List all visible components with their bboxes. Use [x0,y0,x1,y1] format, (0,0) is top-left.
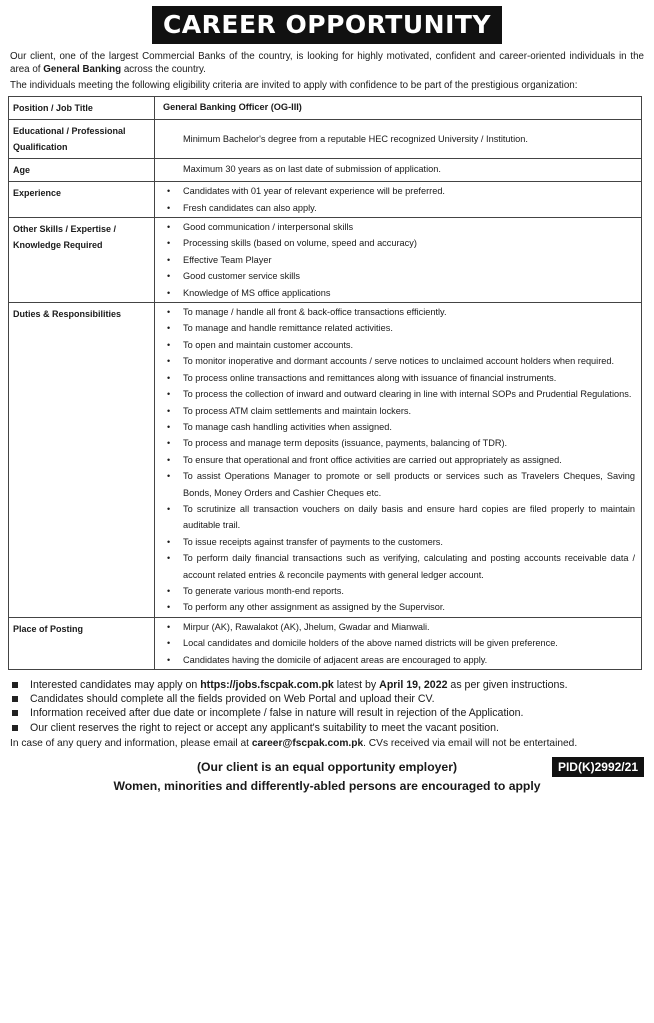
list-item: • To perform any other assignment as assigned by the Supervisor. [161,599,635,615]
square-bullet-icon [12,696,18,702]
footer [8,759,646,794]
duties-label: Duties & Responsibilities [9,303,155,618]
list-item: • To monitor inoperative and dormant accounts / serve notices to unclaimed account holders when required. [161,353,635,369]
square-bullet-icon [12,710,18,716]
list-item: • To perform daily financial transactions such as verifying, calculating and posting accounts receivable data / account related entries & reconcile payments with general ledger account. [161,550,635,583]
intro-paragraph-1: Our client, one of the largest Commercial Banks of the country, is looking for highly motivated, confident and career-oriented individuals in the area of General Banking across the country. [10,51,644,76]
career-email-link[interactable]: career@fscpak.com.pk [251,737,364,749]
list-item: • To manage cash handling activities when assigned. [161,419,635,435]
skills-list [161,219,635,301]
list-item: • To ensure that operational and front office activities are carried out appropriately as assigned. [161,452,635,468]
row-skills [9,218,642,303]
list-item: • To issue receipts against transfer of payments to the customers. [161,534,635,550]
list-item: • Candidates with 01 year of relevant experience will be preferred. [161,183,635,199]
position-value: General Banking Officer (OG-III) [163,102,302,113]
application-notes [8,678,646,735]
square-bullet-icon [12,682,18,688]
list-item: • To manage and handle remittance related activities. [161,320,635,336]
row-age [9,159,642,182]
contact-info: In case of any query and information, please email at career@fscpak.com.pk. CVs received via email will not be entertained. [10,737,578,749]
experience-label: Experience [9,182,155,218]
square-bullet-icon [12,725,18,731]
education-value: Minimum Bachelor's degree from a reputable HEC recognized University / Institution. [183,134,528,145]
note-complete-fields: Candidates should complete all the fields provided on Web Portal and upload their CV. [10,692,646,706]
list-item: • To assist Operations Manager to promote or sell products or services such as Travelers Cheques, Saving Bonds, Money Orders and Cashier Cheques etc. [161,468,635,501]
list-item: • Good customer service skills [161,268,635,284]
list-item: • Good communication / interpersonal skills [161,219,635,235]
list-item: • Candidates having the domicile of adjacent areas are encouraged to apply. [161,652,635,668]
list-item: • To scrutinize all transaction vouchers on daily basis and ensure hard copies are filed properly to maintain auditable trail. [161,501,635,534]
row-experience [9,182,642,218]
pid-badge: PID(K)2992/21 [552,757,644,777]
list-item: • Local candidates and domicile holders of the above named districts will be given preference. [161,635,635,651]
list-item: • To process the collection of inward and outward clearing in line with internal SOPs and Prudential Regulations. [161,386,635,402]
list-item: • Effective Team Player [161,252,635,268]
page-title: CAREER OPPORTUNITY [152,6,502,44]
skills-label: Other Skills / Expertise / Knowledge Required [9,218,155,303]
list-item: • To process and manage term deposits (issuance, payments, balancing of TDR). [161,435,635,451]
posting-list [161,619,635,668]
row-position [9,97,642,120]
list-item: • Processing skills (based on volume, speed and accuracy) [161,235,635,251]
intro-text [8,50,646,92]
age-value: Maximum 30 years as on last date of submission of application. [183,164,441,175]
row-posting [9,617,642,669]
encouragement-statement: Women, minorities and differently-abled persons are encouraged to apply [113,778,541,793]
note-rights: Our client reserves the right to reject or accept any applicant's suitability to meet the vacant position. [10,721,646,735]
list-item: • Mirpur (AK), Rawalakot (AK), Jhelum, Gwadar and Mianwali. [161,619,635,635]
list-item: • To generate various month-end reports. [161,583,635,599]
row-education [9,120,642,159]
list-item: • To open and maintain customer accounts. [161,337,635,353]
apply-url-link[interactable]: https://jobs.fscpak.com.pk [200,679,334,691]
list-item: • Knowledge of MS office applications [161,285,635,301]
education-label: Educational / Professional Qualification [9,120,155,159]
posting-label: Place of Posting [9,617,155,669]
experience-list [161,183,635,216]
equal-opportunity-statement: (Our client is an equal opportunity employer) [196,759,458,774]
list-item: • To manage / handle all front & back-office transactions efficiently. [161,304,635,320]
deadline-date: April 19, 2022 [379,679,448,691]
note-rejection: Information received after due date or incomplete / false in nature will result in rejection of the Application. [10,706,646,720]
list-item: • Fresh candidates can also apply. [161,200,635,216]
list-item: • To process online transactions and remittances along with issuance of financial instruments. [161,370,635,386]
position-label: Position / Job Title [9,97,155,120]
list-item: • To process ATM claim settlements and maintain lockers. [161,403,635,419]
note-apply: Interested candidates may apply on https://jobs.fscpak.com.pk latest by April 19, 2022 as per given instructions. [10,678,646,692]
duties-list [161,304,635,616]
intro-paragraph-2: The individuals meeting the following eligibility criteria are invited to apply with confidence to be part of the prestigious organization: [10,79,578,91]
eligibility-table [8,96,642,670]
banking-area: General Banking [43,64,122,76]
row-duties [9,303,642,618]
age-label: Age [9,159,155,182]
